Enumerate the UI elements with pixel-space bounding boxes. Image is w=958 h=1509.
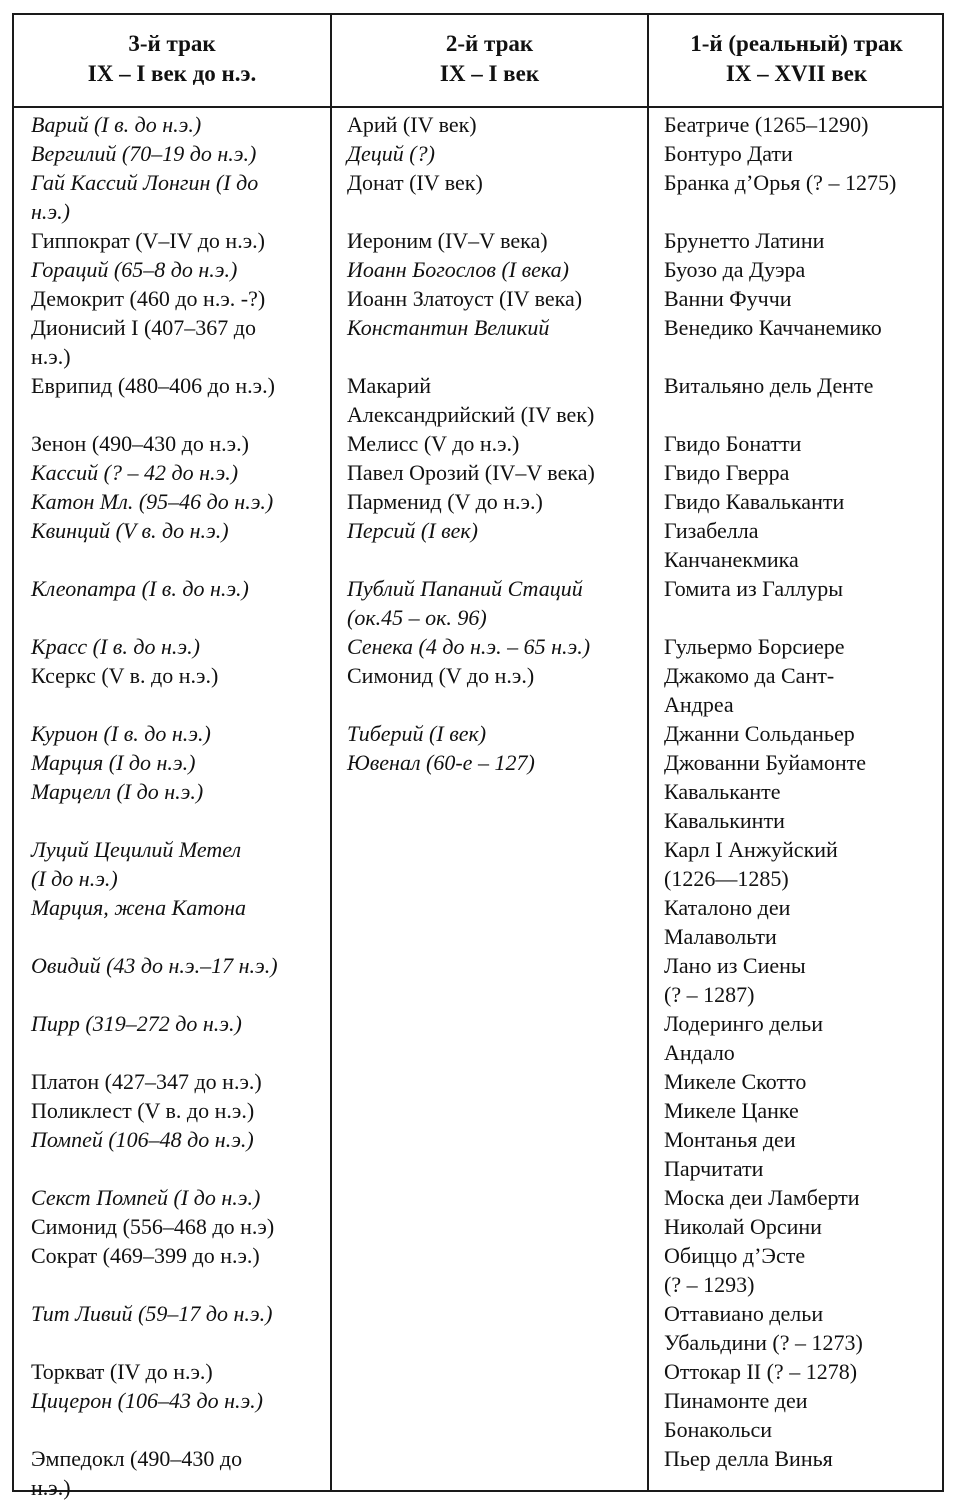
- table-entry: Бонакольси: [664, 1417, 773, 1442]
- column-2nd-track: [347, 110, 645, 777]
- table-entry: Марция, жена Катона: [31, 895, 247, 920]
- table-entry: Кавальканте: [664, 779, 781, 804]
- table-entry: Джакомо да Сант-: [664, 663, 835, 688]
- table-entry: [347, 690, 645, 719]
- table-entry: Секст Помпей (I до н.э.): [31, 1185, 261, 1210]
- table-entry: Публий Папаний Стаций: [347, 576, 583, 601]
- table-entry: н.э.): [31, 199, 70, 224]
- table-entry: Гвидо Кавальканти: [664, 489, 845, 514]
- table-entry: Зенон (490–430 до н.э.): [31, 431, 249, 456]
- table-entry: Беатриче (1265–1290): [664, 112, 869, 137]
- table-entry: Ювенал (60-е – 127): [347, 750, 535, 775]
- table-entry: Ванни Фуччи: [664, 286, 792, 311]
- table-entry: Витальяно дель Денте: [664, 373, 874, 398]
- table-entry: Овидий (43 до н.э.–17 н.э.): [31, 953, 278, 978]
- table-entry: Андало: [664, 1040, 735, 1065]
- table-entry: [31, 400, 327, 429]
- table-entry: Красс (I в. до н.э.): [31, 634, 200, 659]
- table-entry: Карл I Анжуйский: [664, 837, 838, 862]
- table-entry: Обиццо д’Эсте: [664, 1243, 806, 1268]
- table-entry: Мелисс (V до н.э.): [347, 431, 520, 456]
- table-entry: Канчанекмика: [664, 547, 799, 572]
- header-subtitle: IX – I век: [439, 61, 540, 86]
- table-entry: Гиппократ (V–IV до н.э.): [31, 228, 265, 253]
- table-entry: Малавольти: [664, 924, 777, 949]
- table-entry: Квинций (V в. до н.э.): [31, 518, 229, 543]
- table-entry: Николай Орсини: [664, 1214, 822, 1239]
- header-subtitle: IX – I век до н.э.: [87, 61, 257, 86]
- table-entry: Моска деи Ламберти: [664, 1185, 860, 1210]
- table-entry: [31, 545, 327, 574]
- table-entry: Гвидо Гверра: [664, 460, 790, 485]
- table-entry: Александрийский (IV век): [347, 402, 595, 427]
- table-entry: Помпей (106–48 до н.э.): [31, 1127, 254, 1152]
- table-entry: Ксеркс (V в. до н.э.): [31, 663, 219, 688]
- table-entry: Симонид (V до н.э.): [347, 663, 535, 688]
- table-entry: [31, 922, 327, 951]
- header-cell-1st-track: [649, 29, 944, 99]
- table-entry: Варий (I в. до н.э.): [31, 112, 202, 137]
- table-entry: Павел Орозий (IV–V века): [347, 460, 595, 485]
- table-entry: Донат (IV век): [347, 170, 483, 195]
- table-entry: [31, 980, 327, 1009]
- table-entry: [31, 1415, 327, 1444]
- table-entry: Цицерон (106–43 до н.э.): [31, 1388, 264, 1413]
- table-entry: Каталоно деи: [664, 895, 791, 920]
- table-entry: Джанни Сольданьер: [664, 721, 855, 746]
- table-entry: Демокрит (460 до н.э. -?): [31, 286, 266, 311]
- table-entry: Клеопатра (I в. до н.э.): [31, 576, 249, 601]
- table-entry: (? – 1293): [664, 1272, 755, 1297]
- table-entry: [31, 806, 327, 835]
- table-entry: Марцелл (I до н.э.): [31, 779, 204, 804]
- table-entry: Гульермо Борсиере: [664, 634, 845, 659]
- column-divider: [647, 15, 649, 1490]
- table-entry: Марция (I до н.э.): [31, 750, 196, 775]
- table-entry: Дионисий I (407–367 до: [31, 315, 256, 340]
- table-entry: Макарий: [347, 373, 431, 398]
- table-entry: Оттокар II (? – 1278): [664, 1359, 858, 1384]
- table-entry: н.э.): [31, 1475, 71, 1500]
- table-entry: Бонтуро Дати: [664, 141, 793, 166]
- table-entry: Катон Мл. (95–46 до н.э.): [31, 489, 274, 514]
- table-entry: (ок.45 – ок. 96): [347, 605, 487, 630]
- table-entry: [31, 1270, 327, 1299]
- header-title: 3-й трак: [128, 31, 216, 56]
- table-entry: Лано из Сиены: [664, 953, 806, 978]
- header-title: 2-й трак: [445, 31, 534, 56]
- table-entry: [31, 603, 327, 632]
- table-entry: Арий (IV век): [347, 112, 477, 137]
- table-entry: (1226—1285): [664, 866, 789, 891]
- table-entry: Луций Цецилий Метел: [31, 837, 242, 862]
- table-entry: н.э.): [31, 344, 71, 369]
- table-entry: Джованни Буйамонте: [664, 750, 867, 775]
- table-entry: Брунетто Латини: [664, 228, 825, 253]
- table-entry: Платон (427–347 до н.э.): [31, 1069, 262, 1094]
- table-entry: Иоанн Богослов (I века): [347, 257, 569, 282]
- table-entry: Парчитати: [664, 1156, 764, 1181]
- header-subtitle: IX – XVII век: [725, 61, 868, 86]
- table-entry: Эмпедокл (490–430 до: [31, 1446, 243, 1471]
- table-entry: Поликлест (V в. до н.э.): [31, 1098, 255, 1123]
- table-entry: Симонид (556–468 до н.э): [31, 1214, 275, 1239]
- table-entry: Пирр (319–272 до н.э.): [31, 1011, 242, 1036]
- table-entry: [31, 1328, 327, 1357]
- table-entry: Микеле Скотто: [664, 1069, 807, 1094]
- table-entry: Курион (I в. до н.э.): [31, 721, 211, 746]
- column-1st-track: [664, 110, 942, 1473]
- table-entry: Гвидо Бонатти: [664, 431, 802, 456]
- names-table: [12, 13, 944, 1500]
- table-entry: Тиберий (I век): [347, 721, 487, 746]
- table-entry: Тит Ливий (59–17 до н.э.): [31, 1301, 273, 1326]
- table-entry: [664, 342, 942, 371]
- table-entry: Кавалькинти: [664, 808, 785, 833]
- table-entry: Пьер делла Винья: [664, 1446, 833, 1471]
- table-entry: Иоанн Златоуст (IV века): [347, 286, 583, 311]
- table-entry: Деций (?): [347, 141, 435, 166]
- table-entry: (? – 1287): [664, 982, 755, 1007]
- table-entry: [347, 545, 645, 574]
- table-entry: [347, 197, 645, 226]
- table-entry: [664, 603, 942, 632]
- table-entry: Гизабелла: [664, 518, 759, 543]
- table-entry: Андреа: [664, 692, 734, 717]
- table-entry: [664, 400, 942, 429]
- header-divider: [14, 106, 942, 108]
- table-entry: Монтанья деи: [664, 1127, 796, 1152]
- table-entry: Гай Кассий Лонгин (I до: [31, 170, 259, 195]
- table-entry: Лодеринго дельи: [664, 1011, 823, 1036]
- table-entry: (I до н.э.): [31, 866, 118, 891]
- table-entry: Вергилий (70–19 до н.э.): [31, 141, 257, 166]
- header-cell-3rd-track: [14, 29, 330, 99]
- table-entry: [31, 690, 327, 719]
- column-divider: [330, 15, 332, 1490]
- table-entry: Пинамонте деи: [664, 1388, 808, 1413]
- table-entry: Константин Великий: [347, 315, 550, 340]
- table-entry: Гомита из Галлуры: [664, 576, 844, 601]
- table-entry: Убальдини (? – 1273): [664, 1330, 863, 1355]
- column-3rd-track: [31, 110, 327, 1502]
- table-entry: Иероним (IV–V века): [347, 228, 548, 253]
- table-entry: Микеле Цанке: [664, 1098, 799, 1123]
- table-entry: Персий (I век): [347, 518, 479, 543]
- table-entry: Сократ (469–399 до н.э.): [31, 1243, 260, 1268]
- header-title: 1-й (реальный) трак: [690, 31, 903, 56]
- table-entry: [664, 197, 942, 226]
- table-entry: [347, 342, 645, 371]
- table-entry: Торкват (IV до н.э.): [31, 1359, 213, 1384]
- table-entry: Кассий (? – 42 до н.э.): [31, 460, 239, 485]
- header-cell-2nd-track: [332, 29, 647, 99]
- table-entry: Парменид (V до н.э.): [347, 489, 543, 514]
- table-entry: Бранка д’Орья (? – 1275): [664, 170, 897, 195]
- table-entry: Буозо да Дуэра: [664, 257, 806, 282]
- table-entry: Оттавиано дельи: [664, 1301, 824, 1326]
- table-entry: [31, 1038, 327, 1067]
- table-entry: Сенека (4 до н.э. – 65 н.э.): [347, 634, 591, 659]
- table-entry: Еврипид (480–406 до н.э.): [31, 373, 275, 398]
- table-entry: Гораций (65–8 до н.э.): [31, 257, 238, 282]
- table-entry: [31, 1154, 327, 1183]
- table-entry: Венедико Каччанемико: [664, 315, 882, 340]
